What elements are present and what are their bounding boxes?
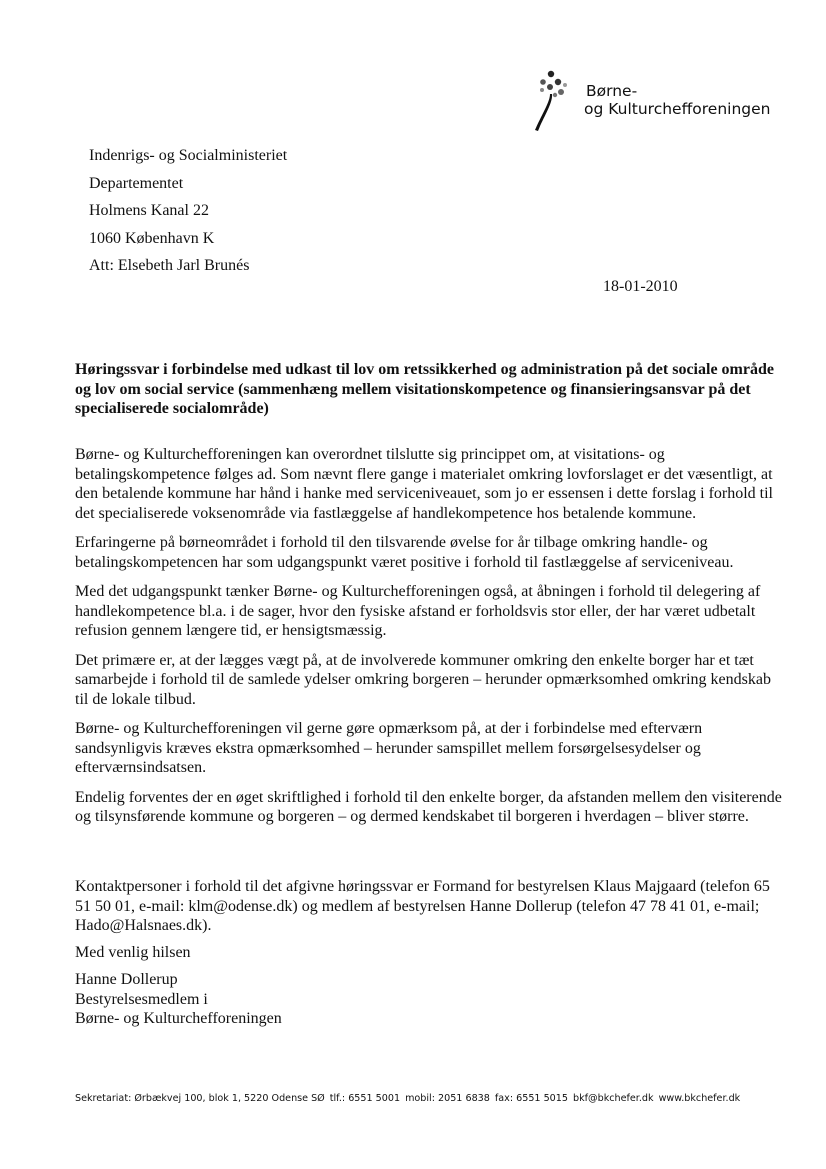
recipient-line: Att: Elsebeth Jarl Brunés — [89, 257, 250, 274]
logo-line-2: og Kulturchefforeningen — [584, 100, 771, 118]
recipient-line: Holmens Kanal 22 — [89, 202, 209, 219]
recipient-line: 1060 København K — [89, 229, 215, 247]
signer-name: Hanne Dollerup — [75, 971, 178, 988]
recipient-line: Departementet — [89, 174, 184, 192]
footer-fax: fax: 6551 5015 — [494, 1093, 568, 1104]
signature-block — [75, 970, 282, 1029]
flower-logo-icon — [528, 70, 574, 132]
body-paragraph: Børne- og Kulturchefforeningen vil gerne gøre opmærksom på, at der i forbindelse med efterværn sandsynligvis kræves ekstra opmærksomhed – herunder samspillet mellem forsørgelsesydelser og efterværnsindsatsen. — [75, 720, 703, 776]
letter-date: 18-01-2010 — [603, 278, 678, 295]
letter-subject: Høringssvar i forbindelse med udkast til lov om retssikkerhed og administration på det sociale område og lov om social service (sammenhæng mellem visitationskompetence og finansieringsansvar på det specialiserede socialområde) — [75, 361, 774, 417]
contact-info — [75, 877, 787, 944]
body-paragraph: Børne- og Kulturchefforeningen kan overordnet tilslutte sig princippet om, at visitations- og betalingskompetence følges ad. Som nævnt flere gange i materialet omkring lovforslaget er det væsentligt, at den betalende kommune har hånd i hanke med serviceniveauet, som jo er essensen i dette forslag i forhold til det specialiserede voksenområde via fastlæggelse af handlekompetence hos betalende kommune. — [75, 446, 773, 522]
recipient-line: Indenrigs- og Socialministeriet — [89, 147, 288, 164]
footer-phone: tlf.: 6551 5001 — [329, 1093, 401, 1104]
body-paragraph: Med det udgangspunkt tænker Børne- og Kulturchefforeningen også, at åbningen i forhold til delegering af handlekompetence bl.a. i de sager, hvor den fysiske afstand er forholdsvis stor eller, der har været udbetalt refusion gennem længere tid, er hensigtsmæssig. — [75, 583, 761, 639]
body-paragraph: Det primære er, at der lægges vægt på, at de involverede kommuner omkring den enkelte borger har et tæt samarbejde i forhold til de samlede ydelser omkring borgeren – herunder opmærksomhed omkring kendskab til de lokale tilbud. — [75, 651, 771, 708]
recipient-address — [89, 145, 287, 283]
body-paragraph: Erfaringerne på børneområdet i forhold til den tilsvarende øvelse for år tilbage omkring handle- og betalingskompetencen har som udgangspunkt været positive i forhold til fastlæggelse af serviceniveau. — [75, 534, 734, 571]
footer-mobile: mobil: 2051 6838 — [405, 1093, 490, 1104]
logo-wordmark — [584, 82, 770, 118]
footer-secretariat: Sekretariat: Ørbækvej 100, blok 1, 5220 Odense SØ — [75, 1093, 325, 1104]
letter-footer — [75, 1093, 787, 1104]
closing-greeting: Med venlig hilsen — [75, 944, 191, 961]
signer-title: Bestyrelsesmedlem i — [75, 990, 208, 1008]
footer-email: bkf@bkchefer.dk — [573, 1093, 654, 1104]
body-paragraph: Endelig forventes der en øget skriftlighed i forhold til den enkelte borger, da afstanden mellem den visiterende og tilsynsførende kommune og borgeren – og dermed kendskabet til borgeren i hverdagen – bliver større. — [75, 788, 782, 825]
logo-line-1: Børne- — [586, 82, 638, 100]
contact-paragraph: Kontaktpersoner i forhold til det afgivne høringssvar er Formand for bestyrelsen Klaus Majgaard (telefon 65 51 50 01, e-mail: klm@odense.dk) og medlem af bestyrelsen Hanne Dollerup (telefon 47 78 41 01, e-mail; Hado@Halsnaes.dk). — [75, 878, 770, 934]
letter-body — [75, 445, 787, 837]
organization-logo — [528, 70, 798, 135]
signer-organization: Børne- og Kulturchefforeningen — [75, 1010, 282, 1027]
footer-website: www.bkchefer.dk — [658, 1093, 741, 1104]
